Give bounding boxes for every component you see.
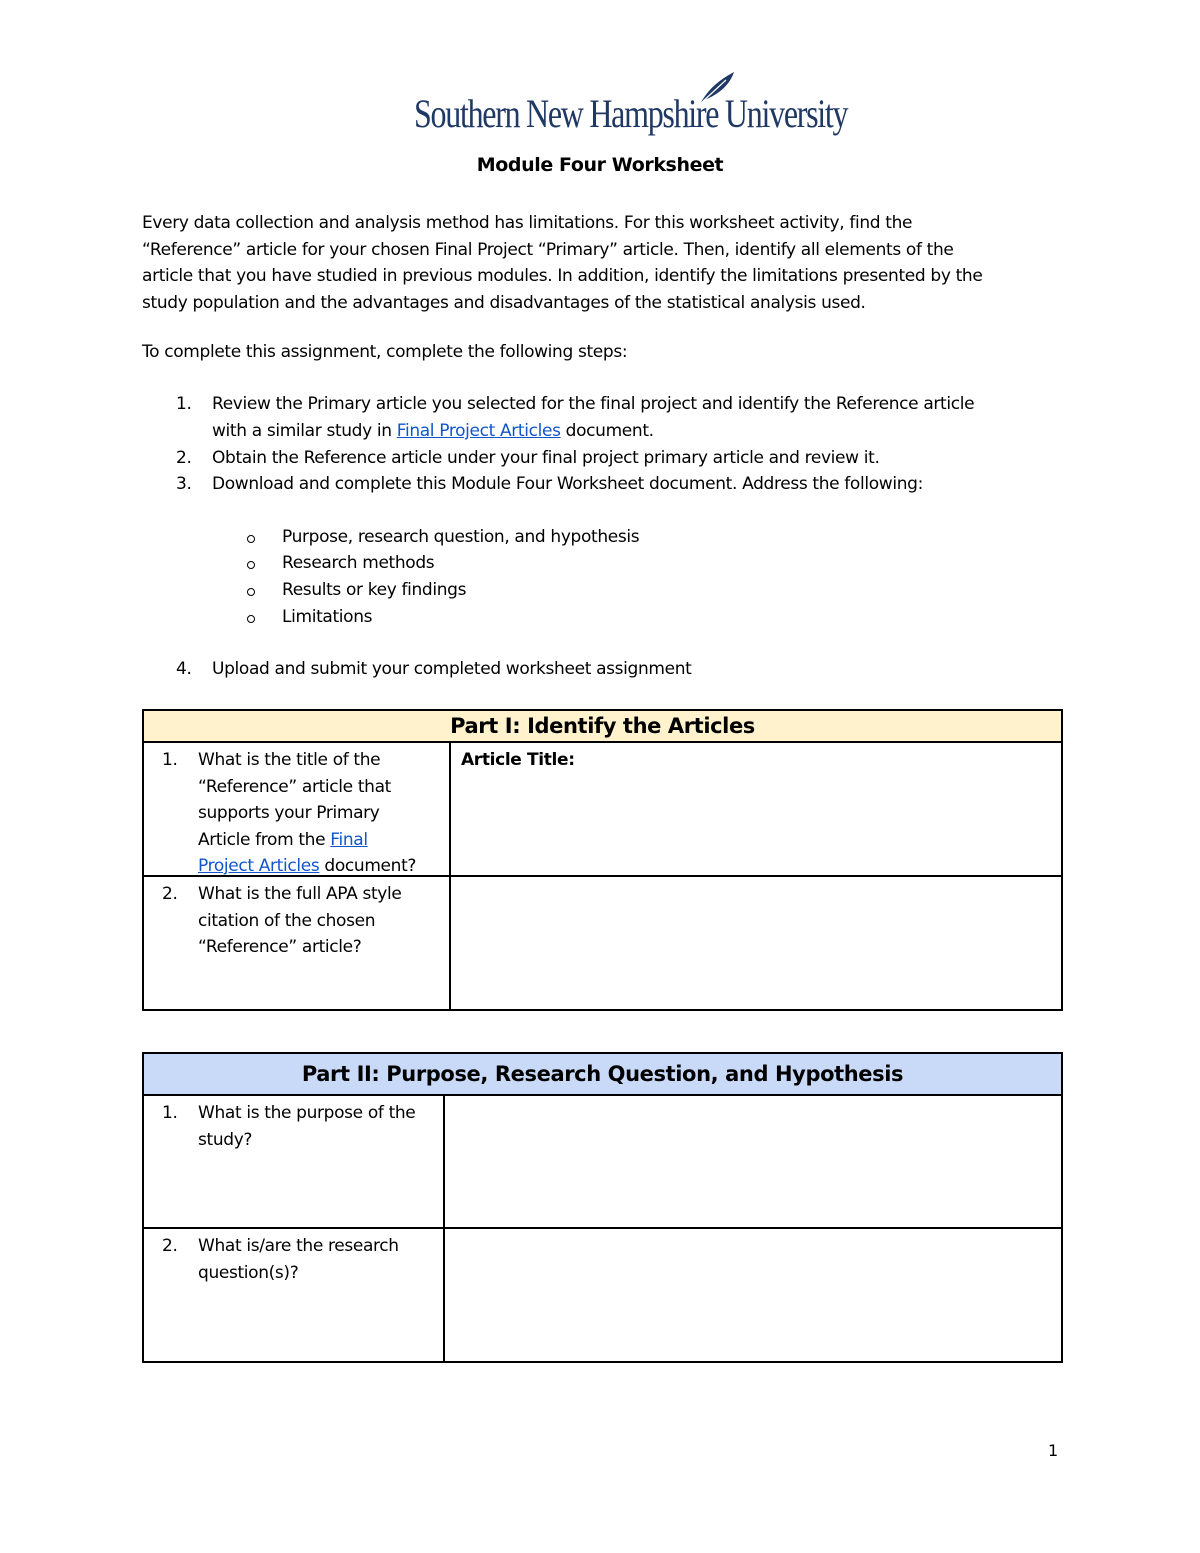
question-text [198,1233,399,1286]
hollow-bullet-icon [247,588,255,596]
steps-intro: To complete this assignment, complete the following steps: [142,342,628,362]
page-title: Module Four Worksheet [476,154,724,176]
question-number: 1. [162,1103,178,1123]
question-text-part: document? [319,856,417,876]
step-text: Download and complete this Module Four Worksheet document. Address the following: [212,474,923,494]
logo-wordmark: Southern New Hampshire University [414,91,848,136]
intro-line: article that you have studied in previous modules. In addition, identify the limitations presented by the [142,266,983,286]
step-1-line1: Review the Primary article you selected for the final project and identify the Reference article [212,394,975,414]
step-text: Obtain the Reference article under your final project primary article and review it. [212,448,880,468]
step-number: 1. [176,394,192,414]
university-logo [414,70,848,140]
part1-answer-1[interactable] [450,742,1062,876]
page-number: 1 [1048,1441,1059,1460]
part1-question-2 [143,876,450,1010]
step-text: Upload and submit your completed worksheet assignment [212,659,692,679]
question-text [198,747,416,880]
question-number: 2. [162,884,178,904]
question-line [198,827,416,854]
part2-question-2 [143,1228,444,1362]
question-text [198,1100,415,1153]
question-line: What is/are the research [198,1236,399,1256]
step-text: document. [560,421,654,441]
question-line: “Reference” article that [198,776,391,797]
hollow-bullet-icon [247,615,255,623]
intro-paragraph [142,210,1062,316]
final-project-articles-link[interactable]: Final [330,829,368,850]
part2-header: Part II: Purpose, Research Question, and Hypothesis [143,1053,1062,1095]
final-project-articles-link[interactable]: Project Articles [198,856,320,876]
bullet-item: Research methods [282,553,435,573]
question-line: What is the full APA style [198,884,402,904]
question-number: 1. [162,750,178,770]
question-text [198,881,401,961]
bullet-item: Results or key findings [282,580,467,600]
question-line: “Reference” article? [198,937,362,957]
question-line: citation of the chosen [198,910,376,931]
intro-line: Every data collection and analysis method has limitations. For this worksheet activity, find the [142,213,913,233]
intro-line: “Reference” article for your chosen Final Project “Primary” article. Then, identify all elements of the [142,239,954,260]
step-number: 3. [176,474,192,494]
question-text-part: Article from the [198,829,331,850]
step-number: 4. [176,659,192,679]
hollow-bullet-icon [247,535,255,543]
hollow-bullet-icon [247,561,255,569]
bullet-item: Limitations [282,607,373,627]
part1-table [142,709,1063,1011]
part1-header: Part I: Identify the Articles [143,710,1062,742]
step-1-line2 [212,421,654,441]
part2-answer-2[interactable] [444,1228,1062,1362]
article-title-label: Article Title: [461,750,575,770]
question-line: study? [198,1129,253,1150]
part2-answer-1[interactable] [444,1095,1062,1228]
intro-line: study population and the advantages and disadvantages of the statistical analysis used. [142,292,866,313]
question-line: What is the title of the [198,750,381,770]
step-number: 2. [176,448,192,468]
part1-question-1 [143,742,450,876]
part2-question-1 [143,1095,444,1228]
question-number: 2. [162,1236,178,1256]
final-project-articles-link[interactable]: Final Project Articles [396,421,561,441]
bullet-item: Purpose, research question, and hypothesis [282,527,640,547]
step-text: with a similar study in [212,421,397,441]
question-line: question(s)? [198,1262,299,1283]
part2-table [142,1052,1063,1363]
question-line: What is the purpose of the [198,1103,416,1123]
part1-answer-2[interactable] [450,876,1062,1010]
question-line: supports your Primary [198,803,380,823]
